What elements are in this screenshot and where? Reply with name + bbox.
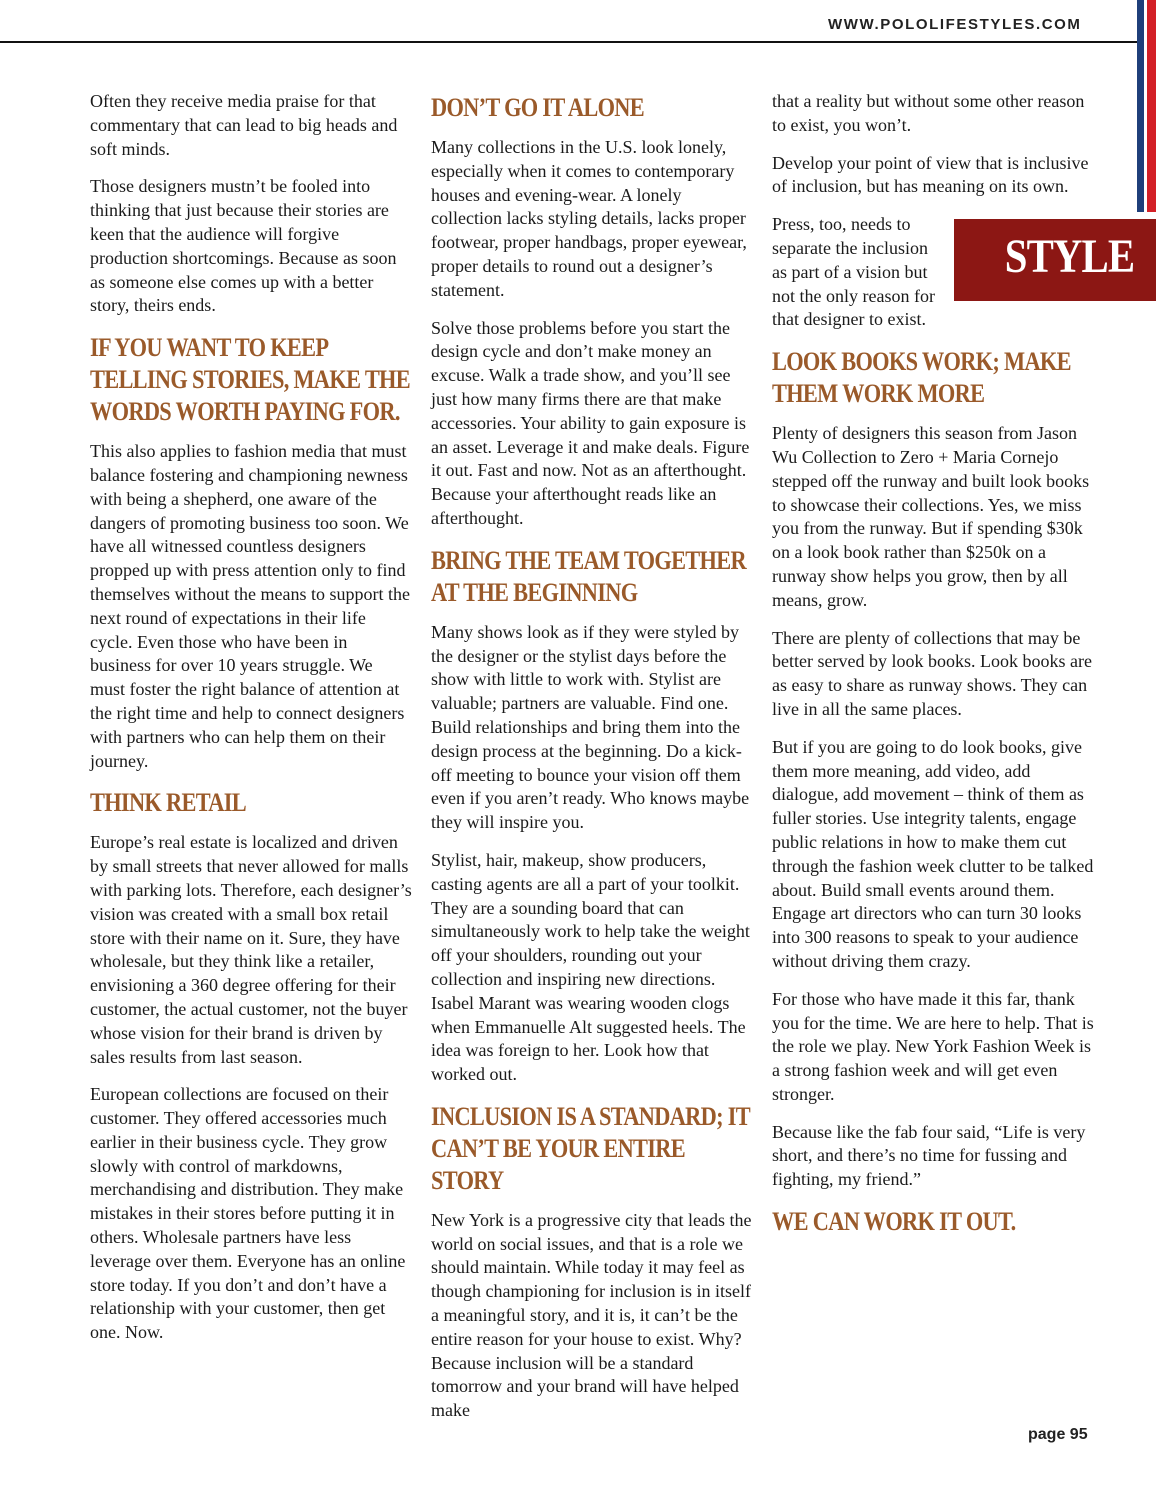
paragraph: This also applies to fashion media that must balance fostering and championing newness with being a shepherd, one aware of the dangers of promoting business too soon. We have all witnessed countless designers propped up with press attention only to find themselves without the means to support the next round of expectations in their life cycle. Even those who have been in business for over 10 years struggle. We must foster the right balance of attention at the right time and help to connect designers with partners who can help them on their journey. xyxy=(90,441,410,771)
paragraph: Because like the fab four said, “Life is very short, and there’s no time for fussing and fighting, my friend.” xyxy=(772,1121,1086,1190)
paragraph: European collections are focused on their customer. They offered accessories much earlier in their business cycle. They grow slowly with control of markdowns, merchandising and distribution. They make mistakes in their stores before putting it in others. Wholesale partners have less leverage over them. Everyone has an online store today. If you don’t and don’t have a relationship with your customer, then get one. Now. xyxy=(90,1084,406,1343)
paragraph: Europe’s real estate is localized and driven by small streets that never allowed for malls with parking lots. Therefore, each designer’s vision was created with a small box retail store with their name on it. Sure, they have wholesale, but they think like a retailer, envisioning a 360 degree offering for their customer, the actual customer, not the buyer whose vision for their brand is driven by sales results from last season. xyxy=(90,832,412,1067)
paragraph: Plenty of designers this season from Jason Wu Collection to Zero + Maria Cornejo stepped off the runway and built look books to showcase their collections. Yes, we miss you from the runway. But if spending $30k on a look book rather than $250k on a runway show helps you grow, then by all means, grow. xyxy=(772,423,1090,610)
stripe-blue xyxy=(1137,0,1144,212)
paragraph: Often they receive media praise for that commentary that can lead to big heads and soft minds. xyxy=(90,91,398,159)
stripe-red xyxy=(1147,0,1156,212)
paragraph: For those who have made it this far, thank you for the time. We are here to help. That is the role we play. New York Fashion Week is a strong fashion week and will get even stronger. xyxy=(772,988,1094,1104)
site-url[interactable]: WWW.POLOLIFESTYLES.COM xyxy=(828,16,1082,33)
paragraph: that a reality but without some other reason to exist, you won’t. xyxy=(772,91,1085,135)
column-3 xyxy=(772,90,1135,1250)
section-heading: IF YOU WANT TO KEEP TELLING STORIES, MAKE THE WORDS WORTH PAYING FOR. xyxy=(90,333,410,427)
section-badge-label: STYLE xyxy=(1004,230,1135,284)
paragraph: Many collections in the U.S. look lonely, especially when it comes to contemporary houses and evening-wear. A lonely collection lacks styling details, lacks proper footwear, proper handbags, proper eyewear, proper details to round out a designer’s statement. xyxy=(431,137,747,300)
column-2 xyxy=(431,90,753,1437)
paragraph: Solve those problems before you start the design cycle and don’t make money an excuse. Walk a trade show, and you’ll see just how many firms there are that make accessories. Your ability to gain exposure is an asset. Leverage it and make deals. Figure it out. Fast and now. Not as an afterthought. Because your afterthought reads like an afterthought. xyxy=(431,317,750,528)
column-1 xyxy=(90,90,412,1359)
section-heading: INCLUSION IS A STANDARD; IT CAN’T BE YOUR ENTIRE STORY xyxy=(431,1101,750,1195)
section-heading: DON’T GO IT ALONE xyxy=(431,93,644,122)
section-heading: BRING THE TEAM TOGETHER AT THE BEGINNING xyxy=(431,545,746,607)
section-heading: LOOK BOOKS WORK; MAKE THEM WORK MORE xyxy=(772,347,1071,409)
header-rule xyxy=(0,41,1138,43)
page-number: page 95 xyxy=(1028,1426,1088,1443)
section-heading: THINK RETAIL xyxy=(90,788,246,818)
paragraph: But if you are going to do look books, give them more meaning, add video, add dialogue, add movement – think of them as fuller stories. Use integrity talents, engage public relations in how to make them cut through the fashion week clutter to be talked about. Build small events around them. Engage art directors who can turn 30 looks into 300 reasons to speak to your audience without driving them crazy. xyxy=(772,736,1094,971)
section-badge xyxy=(954,219,1156,301)
paragraph: Many shows look as if they were styled by the designer or the stylist days before the show with little to work with. Stylist are valuable; partners are valuable. Find one. Build relationships and bring them into the design process at the beginning. Do a kick-off meeting to bounce your vision off them even if you aren’t ready. Who knows maybe they will inspire you. xyxy=(431,621,750,833)
paragraph: There are plenty of collections that may be better served by look books. Look books are as easy to share as runway shows. They can live in all the same places. xyxy=(772,627,1092,719)
paragraph: Stylist, hair, makeup, show producers, casting agents are all a part of your toolkit. They are a sounding board that can simultaneously work to help take the weight off your shoulders, rounding out your collection and inspiring new directions. Isabel Marant was wearing wooden clogs when Emmanuelle Alt suggested heels. The idea was foreign to her. Look how that worked out. xyxy=(431,849,750,1085)
paragraph: Develop your point of view that is inclusive of inclusion, but has meaning on its own. xyxy=(772,152,1089,197)
paragraph: New York is a progressive city that leads the world on social issues, and that is a role we should maintain. While today it may feel as though championing for inclusion is in itself a meaningful story, and it is, it can’t be the entire reason for your house to exist. Why? Because inclusion will be a standard tomorrow and your brand will have helped make xyxy=(431,1209,752,1421)
paragraph: Those designers mustn’t be fooled into thinking that just because their stories are keen that the audience will forgive production shortcomings. Because as soon as someone else comes up with a better story, theirs ends. xyxy=(90,176,397,316)
paragraph: Press, too, needs to separate the inclusion as part of a vision but not the only reason for that designer to exist. xyxy=(772,214,935,330)
closing-heading: WE CAN WORK IT OUT. xyxy=(772,1207,1016,1237)
